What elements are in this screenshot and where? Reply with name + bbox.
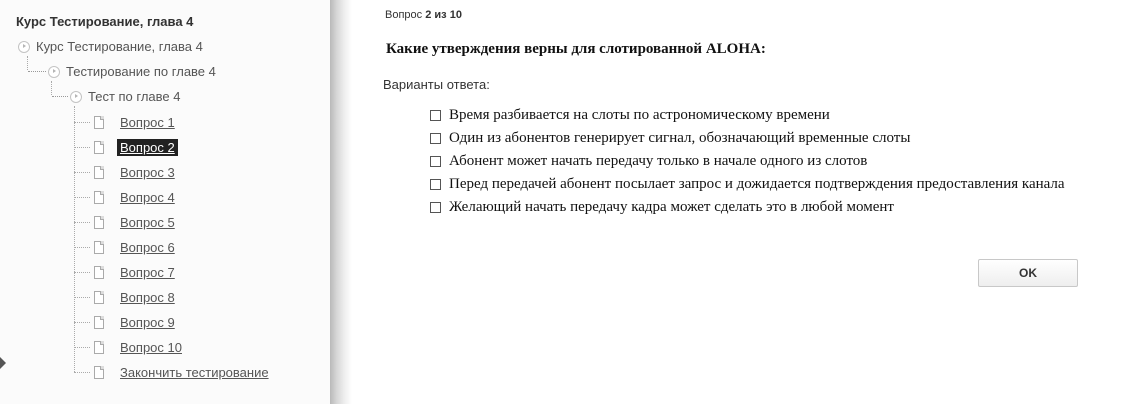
tree-node-test[interactable] xyxy=(52,89,181,104)
answer-option-label: Желающий начать передачу кадра может сделать это в любой момент xyxy=(449,199,894,215)
sidebar-item-question-4[interactable] xyxy=(74,189,178,205)
sidebar-item-question-5[interactable] xyxy=(74,214,178,230)
counter-current: 2 xyxy=(425,9,432,21)
question-link[interactable]: Вопрос 7 xyxy=(120,264,175,280)
answer-option-5[interactable] xyxy=(430,199,894,216)
answer-option-label: Один из абонентов генерирует сигнал, обозначающий временные слоты xyxy=(449,130,911,146)
sidebar-item-question-10[interactable] xyxy=(74,339,185,355)
sidebar-item-question-6[interactable] xyxy=(74,239,178,255)
collapse-arrow-icon[interactable] xyxy=(0,357,6,369)
tree-node-course-label: Курс Тестирование, глава 4 xyxy=(36,39,203,54)
question-link[interactable]: Вопрос 4 xyxy=(120,189,175,205)
answer-option-label: Перед передачей абонент посылает запрос и дожидается подтверждения предоставления канала xyxy=(449,176,1065,192)
expand-circle-icon xyxy=(48,66,60,78)
page-icon xyxy=(94,216,104,229)
sidebar-item-question-2[interactable] xyxy=(74,139,178,155)
tree-node-test-label: Тест по главе 4 xyxy=(88,89,181,104)
sidebar-item-question-8[interactable] xyxy=(74,289,178,305)
page-icon xyxy=(94,316,104,329)
question-link[interactable]: Вопрос 9 xyxy=(120,314,175,330)
answers-label: Варианты ответа: xyxy=(383,77,490,92)
sidebar-item-question-7[interactable] xyxy=(74,264,178,280)
question-link[interactable]: Вопрос 10 xyxy=(120,339,182,355)
answer-checkbox[interactable] xyxy=(430,156,441,167)
counter-total: 10 xyxy=(449,9,462,21)
answer-option-label: Время разбивается на слоты по астрономическому времени xyxy=(449,107,830,123)
expand-circle-icon xyxy=(18,41,30,53)
question-link[interactable]: Вопрос 6 xyxy=(120,239,175,255)
panel-divider xyxy=(330,0,352,404)
page-icon xyxy=(94,366,104,379)
answer-option-label: Абонент может начать передачу только в начале одного из слотов xyxy=(449,153,868,169)
question-counter xyxy=(385,9,462,21)
sidebar-item-question-1[interactable] xyxy=(74,114,178,130)
page-icon xyxy=(94,266,104,279)
sidebar-item-question-9[interactable] xyxy=(74,314,178,330)
page-icon xyxy=(94,241,104,254)
question-link[interactable]: Вопрос 1 xyxy=(120,114,175,130)
page-icon xyxy=(94,341,104,354)
answer-option-4[interactable] xyxy=(430,176,1065,193)
sidebar-item-question-3[interactable] xyxy=(74,164,178,180)
ok-button[interactable]: OK xyxy=(978,259,1078,287)
counter-prefix: Вопрос xyxy=(385,9,423,21)
page-icon xyxy=(94,191,104,204)
tree-node-chapter[interactable] xyxy=(28,64,216,79)
question-link-active[interactable]: Вопрос 2 xyxy=(117,139,178,156)
question-link[interactable]: Вопрос 3 xyxy=(120,164,175,180)
question-text: Какие утверждения верны для слотированной ALOHA: xyxy=(386,41,766,57)
tree-node-course[interactable] xyxy=(18,39,203,54)
counter-separator: из xyxy=(434,9,447,21)
question-link[interactable]: Вопрос 5 xyxy=(120,214,175,230)
expand-circle-icon xyxy=(70,91,82,103)
answer-checkbox[interactable] xyxy=(430,110,441,121)
panel-title: Курс Тестирование, глава 4 xyxy=(16,14,194,29)
finish-test-link[interactable]: Закончить тестирование xyxy=(120,364,269,380)
answer-checkbox[interactable] xyxy=(430,202,441,213)
page-icon xyxy=(94,141,104,154)
sidebar-item-finish[interactable] xyxy=(74,364,272,380)
navigation-panel xyxy=(0,0,330,404)
tree-node-chapter-label: Тестирование по главе 4 xyxy=(66,64,216,79)
answer-option-3[interactable] xyxy=(430,153,867,170)
answer-checkbox[interactable] xyxy=(430,133,441,144)
tree-line xyxy=(28,71,46,72)
page-icon xyxy=(94,116,104,129)
question-link[interactable]: Вопрос 8 xyxy=(120,289,175,305)
page-icon xyxy=(94,291,104,304)
answer-option-2[interactable] xyxy=(430,130,910,147)
answer-checkbox[interactable] xyxy=(430,179,441,190)
answer-option-1[interactable] xyxy=(430,107,830,124)
page-icon xyxy=(94,166,104,179)
tree-line xyxy=(52,96,68,97)
